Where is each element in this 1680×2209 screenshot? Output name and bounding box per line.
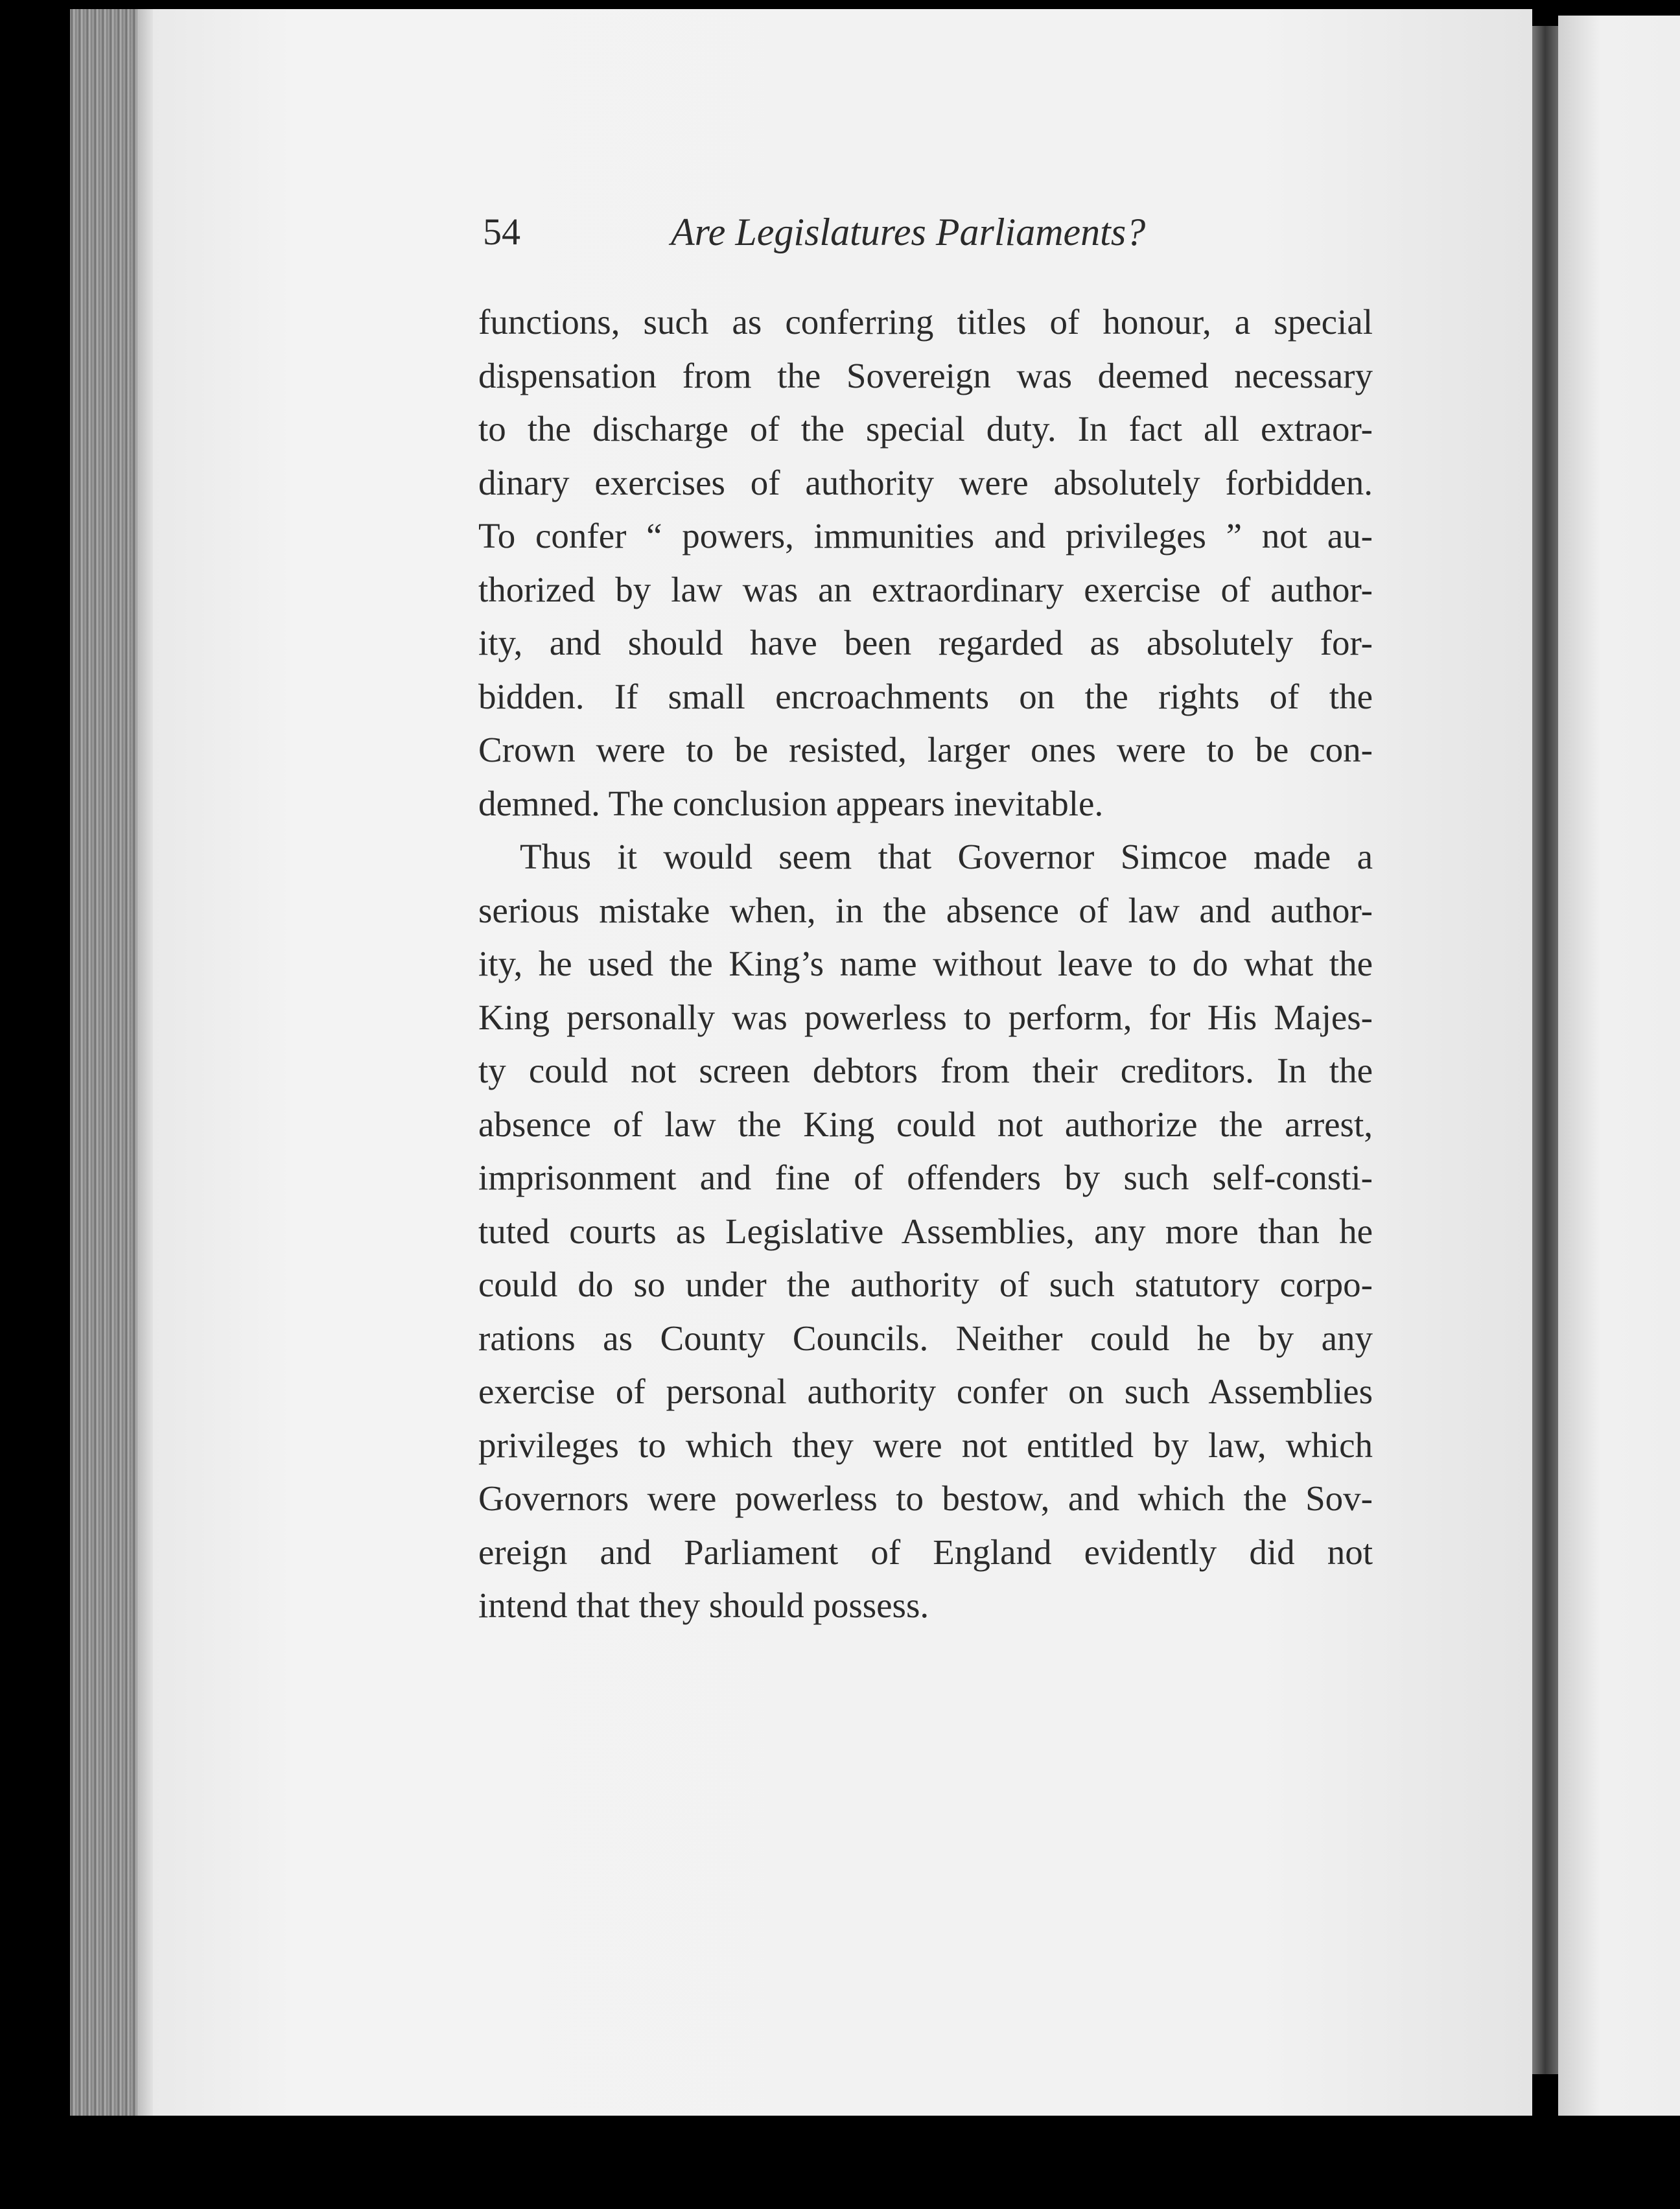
paragraph — [478, 296, 1373, 830]
text-line: ity, he used the King’s name without leave to do what the — [478, 944, 1373, 983]
text-line: ity, and should have been regarded as absolutely for- — [478, 623, 1373, 662]
text-line: tuted courts as Legislative Assemblies, any more than he — [478, 1211, 1373, 1251]
text-line: demned. The conclusion appears inevitable. — [478, 783, 1104, 823]
body-text — [478, 296, 1373, 1633]
text-line: Governors were powerless to bestow, and which the Sov- — [478, 1479, 1373, 1518]
text-line: imprisonment and fine of offenders by such self-consti- — [478, 1158, 1373, 1197]
text-line: could do so under the authority of such statutory corpo- — [478, 1265, 1373, 1304]
scan-border — [0, 2116, 1680, 2209]
binding-gutter — [1532, 26, 1558, 2074]
page-number: 54 — [483, 211, 520, 253]
text-line: to the discharge of the special duty. In fact all extraor- — [478, 409, 1373, 449]
text-line: functions, such as conferring titles of honour, a special — [478, 302, 1373, 342]
text-line: thorized by law was an extraordinary exercise of author- — [478, 569, 1373, 609]
text-line: To confer “ powers, immunities and privileges ” not au- — [478, 516, 1373, 555]
text-line: dinary exercises of authority were absolutely forbidden. — [478, 462, 1373, 502]
page-edges — [70, 9, 154, 2116]
text-line: Thus it would seem that Governor Simcoe made a — [520, 837, 1373, 876]
page-header — [483, 206, 1209, 264]
running-head: Are Legislatures Parliaments? — [671, 211, 1146, 253]
facing-page — [1558, 16, 1680, 2148]
paragraph — [478, 830, 1373, 1633]
text-line: rations as County Councils. Neither could he by any — [478, 1318, 1373, 1358]
text-line: bidden. If small encroachments on the rights of the — [478, 676, 1373, 716]
text-line: intend that they should possess. — [478, 1585, 929, 1625]
text-line: privileges to which they were not entitled by law, which — [478, 1425, 1373, 1465]
text-line: ereign and Parliament of England evidently did not — [478, 1532, 1373, 1572]
text-line: serious mistake when, in the absence of law and author- — [478, 890, 1373, 930]
text-line: dispensation from the Sovereign was deemed necessary — [478, 355, 1373, 395]
text-line: Crown were to be resisted, larger ones were to be con- — [478, 730, 1373, 769]
text-line: absence of law the King could not authorize the arrest, — [478, 1104, 1373, 1144]
text-line: ty could not screen debtors from their creditors. In the — [478, 1051, 1373, 1090]
text-line: King personally was powerless to perform, for His Majes- — [478, 997, 1373, 1037]
text-line: exercise of personal authority confer on such Assemblies — [478, 1372, 1373, 1411]
